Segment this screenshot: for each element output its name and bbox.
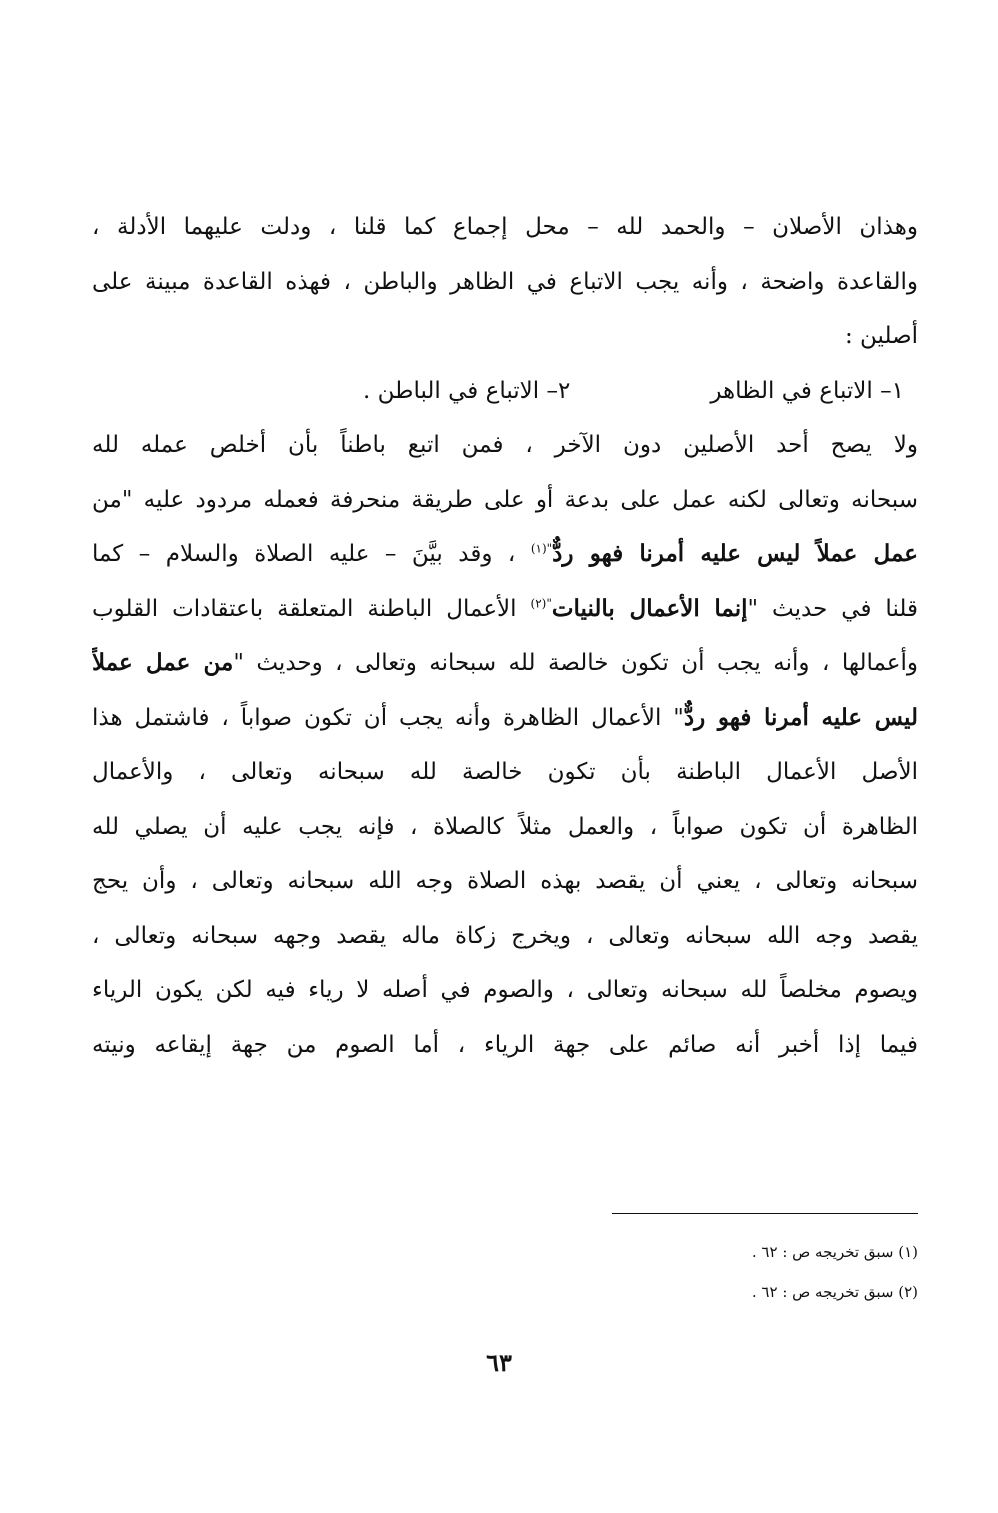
- text-line: الأصل الأعمال الباطنة بأن تكون خالصة لله سبحانه وتعالى ، والأعمال: [92, 759, 918, 785]
- footnote-ref-1: "(١): [530, 541, 553, 556]
- text-line: الظاهرة أن تكون صواباً ، والعمل مثلاً كالصلاة ، فإنه يجب عليه أن يصلي لله: [92, 813, 918, 840]
- footnote-1: (١) سبق تخريجه ص : ٦٢ .: [751, 1243, 918, 1261]
- text-line: سبحانه وتعالى ، يعني أن يقصد بهذه الصلاة وجه الله سبحانه وتعالى ، وأن يحج: [92, 868, 918, 894]
- text-line: أصلين :: [844, 323, 918, 349]
- hadith-quote: من عمل عملاً: [92, 649, 234, 676]
- page-number: ٦٣: [486, 1348, 512, 1377]
- text-segment: ، وقد بيَّنَ – عليه الصلاة والسلام – كما: [92, 541, 531, 567]
- footnotes: [600, 1232, 918, 1312]
- text-segment: " الأعمال الظاهرة وأنه يجب أن تكون صواباً ، فاشتمل هذا: [92, 704, 684, 731]
- text-line: ولا يصح أحد الأصلين دون الآخر ، فمن اتبع باطناً بأن أخلص عمله لله: [92, 432, 918, 458]
- text-segment: وأعمالها ، وأنه يجب أن تكون خالصة لله سبحانه وتعالى ، وحديث ": [233, 650, 918, 676]
- text-line: [92, 527, 918, 582]
- text-line: [92, 636, 918, 691]
- footnote-ref-2: "(٢): [530, 595, 552, 610]
- enumeration-row: [92, 364, 918, 419]
- text-line: [92, 582, 918, 637]
- text-line: فيما إذا أخبر أنه صائم على جهة الرياء ، أما الصوم من جهة إيقاعه ونيته: [92, 1031, 918, 1058]
- text-line: سبحانه وتعالى لكنه عمل على بدعة أو على طريقة منحرفة فعمله مردود عليه "من: [92, 486, 918, 513]
- text-line: وهذان الأصلان – والحمد لله – محل إجماع كما قلنا ، ودلت عليهما الأدلة ،: [92, 214, 918, 240]
- hadith-quote: عمل عملاً ليس عليه أمرنا فهو ردٌّ: [552, 540, 918, 567]
- hadith-quote: إنما الأعمال بالنيات: [551, 594, 748, 622]
- text-segment: الأعمال الباطنة المتعلقة باعتقادات القلوب: [92, 595, 531, 622]
- text-line: ويصوم مخلصاً لله سبحانه وتعالى ، والصوم في أصله لا رياء فيه لكن يكون الرياء: [92, 977, 918, 1003]
- text-segment: قلنا في حديث ": [747, 595, 918, 622]
- enum-item-2: ٢– الاتباع في الباطن .: [363, 377, 571, 404]
- text-line: والقاعدة واضحة ، وأنه يجب الاتباع في الظاهر والباطن ، فهذه القاعدة مبينة على: [92, 268, 918, 295]
- main-text: [92, 200, 918, 1072]
- text-line: يقصد وجه الله سبحانه وتعالى ، ويخرج زكاة ماله يقصد وجهه سبحانه وتعالى ،: [92, 922, 918, 949]
- footnote-2: (٢) سبق تخريجه ص : ٦٢ .: [751, 1283, 918, 1301]
- text-line: [92, 691, 918, 746]
- hadith-quote: ليس عليه أمرنا فهو ردٌّ: [683, 703, 918, 731]
- enum-item-1: ١– الاتباع في الظاهر: [710, 377, 904, 404]
- footnote-divider: [612, 1213, 918, 1214]
